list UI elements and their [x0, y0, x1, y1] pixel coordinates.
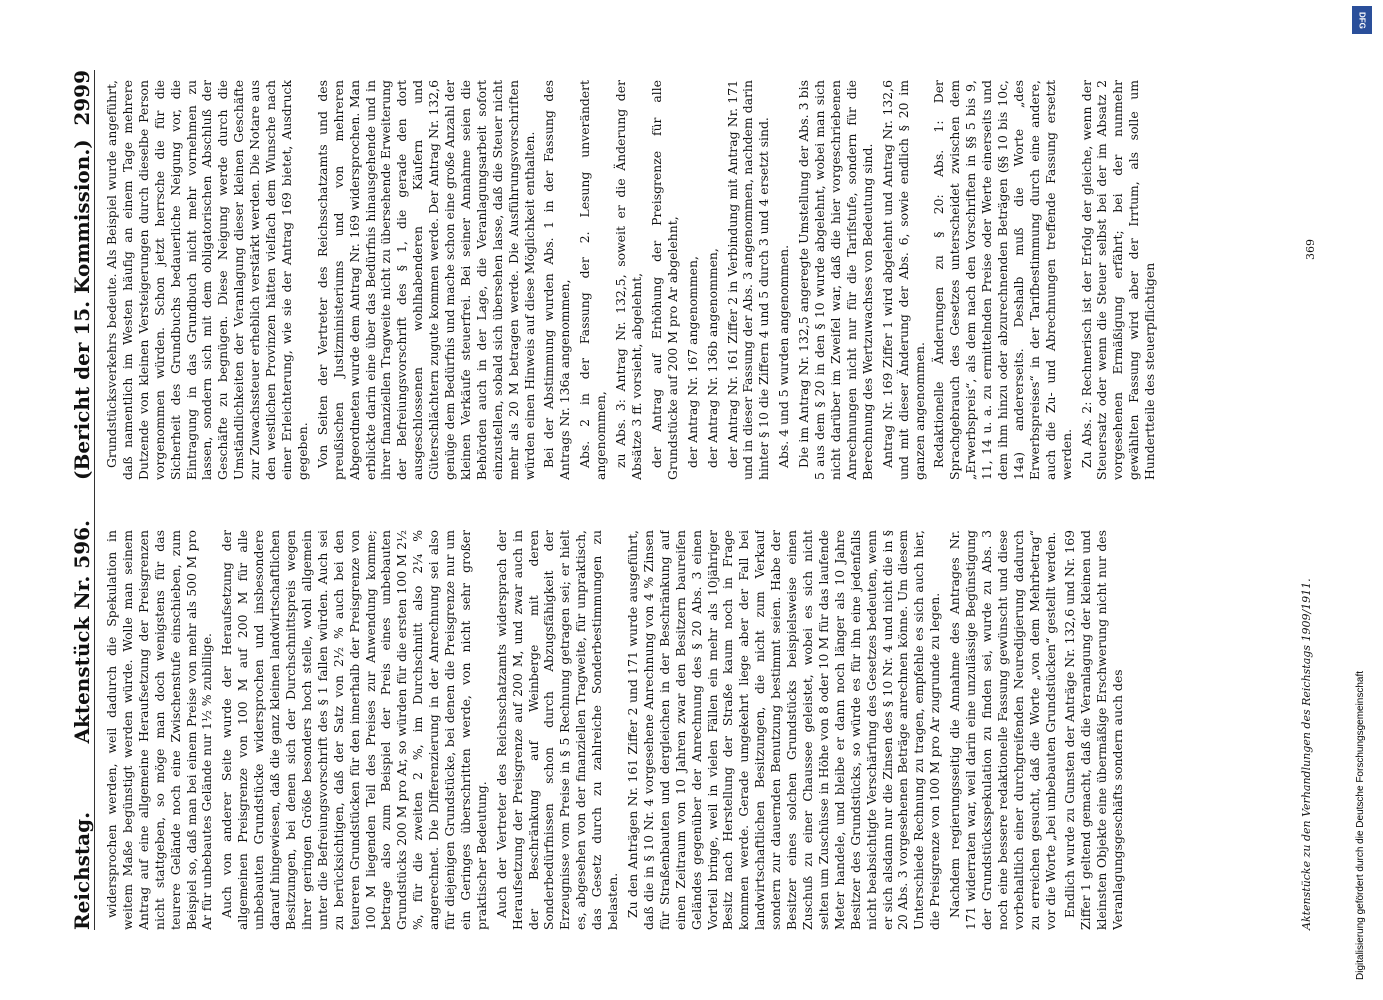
paragraph: Grundstücksverkehrs bedeute. Als Beispiel wurde angeführt, daß namentlich im Westen häufig an einem Tage mehrere Dutzende von kleinen Versteigerungen durch dieselbe Person vorgenommen würden. Schon jetzt herrsche die für die Sicherheit des Grundbuchs bedauerliche Neigung vor, die Eintragung in das Grundbuch nicht mehr vornehmen zu lassen, sondern sich mit dem obligatorischen Abschluß der Geschäfte zu begnügen. Diese Neigung werde durch die Umständlichkeiten der Veranlagung dieser kleinen Geschäfte zur Zuwachssteuer erheblich verstärkt werden. Die Notare aus den westlichen Provinzen hätten vielfach dem Wunsche nach einer Erleichterung, wie sie der Antrag 169 bietet, Ausdruck gegeben.: [104, 80, 310, 480]
paragraph: der Antrag auf Erhöhung der Preisgrenze für alle Grundstücke auf 200 M pro Ar abgelehnt,: [648, 80, 680, 480]
right-text-column: [104, 80, 1293, 480]
paragraph: zu Abs. 3: Antrag Nr. 132,5, soweit er die Änderung der Absätze 3 ff. vorsieht, abgelehnt,: [613, 80, 644, 480]
paragraph: widersprochen werden, weil dadurch die Spekulation in weitem Maße begünstigt werden würde. Wolle man seinem Antrag auf eine allgemeine Heraufsetzung der Preisgrenzen nicht stattgeben, so möge man doch wenigstens für das teurere Gelände noch eine Zwischenstufe einschieben, zum Beispiel so, daß man bei einem Preise von mehr als 500 M pro Ar für unbebautes Gelände nur 1½ % zubillige.: [104, 530, 215, 930]
digitization-credit: Digitalisierung gefördert durch die Deutsche Forschungsgemeinschaft: [1355, 670, 1366, 980]
paragraph: Nachdem regierungsseitig die Annahme des Antrages Nr. 171 widerraten war, weil darin eine unzulässige Begünstigung der Grundstücksspekulation zu finden sei, wurde zu Abs. 3 noch eine bessere redaktionelle Fassung gewünscht und diese vorbehaltlich einer durchgreifenden Neuredigierung dadurch zu erreichen gesucht, daß die Worte „von dem Mehrbetrag“ vor die Worte „bei unbebauten Grundstücken“ gestellt werden.: [947, 530, 1058, 930]
page-number: 2999: [70, 70, 94, 126]
dfg-logo: DFG: [1352, 6, 1372, 34]
page-header: [60, 70, 95, 930]
paragraph: der Antrag Nr. 136b angenommen,: [704, 248, 720, 468]
paragraph: Auch von anderer Seite wurde der Heraufsetzung der allgemeinen Preisgrenze von 100 M auf 200 M für alle unbebauten Grundstücke widersprochen und insbesondere darauf hingewiesen, daß die ganz kleinen landwirtschaftlichen Besitzungen, bei denen sich der Durchschnittspreis wegen ihrer geringen Größe besonders hoch stelle, wohl allgemein unter die Befreiungsvorschrift des § 1 fallen würden. Auch sei zu berücksichtigen, daß der Satz von 2½ % auch bei den teureren Grundstücken für den innerhalb der Preisgrenze von 100 M liegenden Teil des Preises zur Anwendung komme; betrage also zum Beispiel der Preis eines unbebauten Grundstücks 200 M pro Ar, so würden für die ersten 100 M 2½ %, für die zweiten 2 %, im Durchschnitt also 2¼ % angerechnet. Die Differenzierung in der Anrechnung sei also für diejenigen Grundstücke, bei denen die Preisgrenze nur um ein Geringes überschritten werde, von nicht sehr großer praktischer Bedeutung.: [219, 530, 489, 930]
paragraph: Die im Antrag Nr. 132,5 angeregte Umstellung der Abs. 3 bis 5 aus dem § 20 in den § 10 wurde abgelehnt, wobei man sich nicht darüber im Zweifel war, daß die hier vorgeschriebenen Anrechnungen nicht nur für die Tarifstufe, sondern für die Berechnung des Wertzuwachses von Bedeutung sind.: [796, 80, 875, 480]
header-bericht: (Bericht der 15. Kommission.): [70, 139, 94, 480]
paragraph: der Antrag Nr. 161 Ziffer 2 in Verbindung mit Antrag Nr. 171 und in dieser Fassung der Abs. 3 angenommen, nachdem darin hinter § 10 die Ziffern 4 und 5 durch 3 und 4 ersetzt sind.: [724, 80, 772, 480]
paragraph: Endlich wurde zu Gunsten der Anträge Nr. 132,6 und Nr. 169 Ziffer 1 geltend gemacht, daß die Veranlagung der kleinen und kleinsten Objekte eine übermäßige Erschwerung nicht nur des Veranlagungsgeschäfts sondern auch des: [1062, 530, 1126, 930]
paragraph: Abs. 2 in der Fassung der 2. Lesung unverändert angenommen,: [577, 80, 609, 480]
footer-note: Aktenstücke zu den Verhandlungen des Reichstags 1909/1911.: [1300, 578, 1313, 930]
paragraph: Redaktionelle Änderungen zu § 20: Abs. 1: Der Sprachgebrauch des Gesetzes unterscheidet zwischen dem „Erwerbspreis“, als dem nach den Vorschriften in §§ 5 bis 9, 11, 14 u. a. zu ermittelnden Preise oder Werte einerseits und dem ihm hinzu oder abzurechnenden Beträgen (§§ 10 bis 10c, 14a) andererseits. Deshalb muß die Worte „des Erwerbspreises“ in der Tarifbestimmung durch eine andere, auch die Zu- und Abrechnungen treffende Fassung ersetzt werden.: [931, 80, 1074, 480]
paragraph: Auch der Vertreter des Reichsschatzamts widersprach der Heraufsetzung der Preisgrenze auf 200 M, und zwar auch in der Beschränkung auf Weinberge mit deren Sonderbedürfnissen schon durch Abzugsfähigkeit der Erzeugnisse vom Preise in § 5 Rechnung getragen sei; er hielt es, abgesehen von der finanziellen Tragweite, für unpraktisch, das Gesetz durch zu zahlreiche Sonderbestimmungen zu belasten.: [493, 530, 621, 930]
paragraph: der Antrag Nr. 167 angenommen,: [684, 256, 700, 468]
footer-sheet-number: 369: [1304, 239, 1317, 260]
left-text-column: [104, 530, 1293, 930]
paragraph: Von Seiten der Vertreter des Reichsschatzamts und des preußischen Justizministeriums und von mehreren Abgeordneten wurde dem Antrag Nr. 169 widersprochen. Man erblickte darin eine über das Bedürfnis hinausgehende und in ihrer finanziellen Tragweite nicht zu übersehende Erweiterung der Befreiungsvorschrift des § 1, die gerade den dort ausgeschlossenen wohlhabenderen Käufern und Güterschlächtern zugute kommen werde. Der Antrag Nr. 132,6 genüge dem Bedürfnis und mache schon eine große Anzahl der kleinen Verkäufe steuerfrei. Bei seiner Annahme seien die Behörden auch in der Lage, die Veranlagungsarbeit sofort einzustellen, sobald sich übersehen lasse, daß die Steuer nicht mehr als 20 M betragen werde. Die Ausführungsvorschriften würden einen Hinweis auf diese Möglichkeit enthalten.: [314, 80, 537, 480]
paragraph: Zu den Anträgen Nr. 161 Ziffer 2 und 171 wurde ausgeführt, daß die in § 10 Nr. 4 vorgesehene Anrechnung von 4 % Zinsen für Straßenbauten und dergleichen in der Beschränkung auf einen Zeitraum von 10 Jahren zwar den Besitzern baureifen Geländes gegenüber der Anrechnung des § 20 Abs. 3 einen Vorteil bringe, weil in vielen Fällen ein mehr als 10jähriger Besitz nach Herstellung der Straße kaum noch in Frage kommen werde. Gerade umgekehrt liege aber der Fall bei landwirtschaftlichen Besitzungen, die nicht zum Verkauf sondern zur dauernden Benutzung bestimmt seien. Habe der Besitzer eines solchen Grundstücks beispielsweise einen Zuschuß zu einer Chaussee geleistet, wobei es sich nicht selten um Zuschüsse in Höhe von 8 oder 10 M für das laufende Meter handele, und bleibe er dann noch länger als 10 Jahre Besitzer des Grundstücks, so würde es für ihn eine jedenfalls nicht beabsichtigte Verschärfung des Gesetzes bedeuten, wenn er sich alsdann nur die Zinsen des § 10 Nr. 4 und nicht die in § 20 Abs. 3 vorgesehenen Beträge anrechnen könne. Um diesem Unterschiede Rechnung zu tragen, empfehle es sich auch hier, die Preisgrenze von 100 M pro Ar zugrunde zu legen.: [625, 530, 943, 930]
paragraph: Antrag Nr. 169 Ziffer 1 wird abgelehnt und Antrag Nr. 132,6 und mit dieser Änderung der Abs. 6, sowie endlich § 20 im ganzen angenommen.: [879, 80, 927, 480]
paragraph: Zu Abs. 2: Rechnerisch ist der Erfolg der gleiche, wenn der Steuersatz oder wenn die Steuer selbst bei der im Absatz 2 vorgesehenen Ermäßigung erfährt; bei der nunmehr gewählten Fassung wird aber der Irrtum, als solle um Hundertteile des steuerpflichtigen: [1078, 80, 1158, 480]
paragraph: Abs. 4 und 5 wurden angenommen.: [776, 244, 792, 468]
header-reichstag: Reichstag.: [70, 811, 94, 930]
header-aktenstueck: Aktenstück Nr. 596.: [70, 520, 94, 744]
paragraph: Bei der Abstimmung wurden Abs. 1 in der Fassung des Antrags Nr. 136a angenommen,: [541, 80, 573, 480]
